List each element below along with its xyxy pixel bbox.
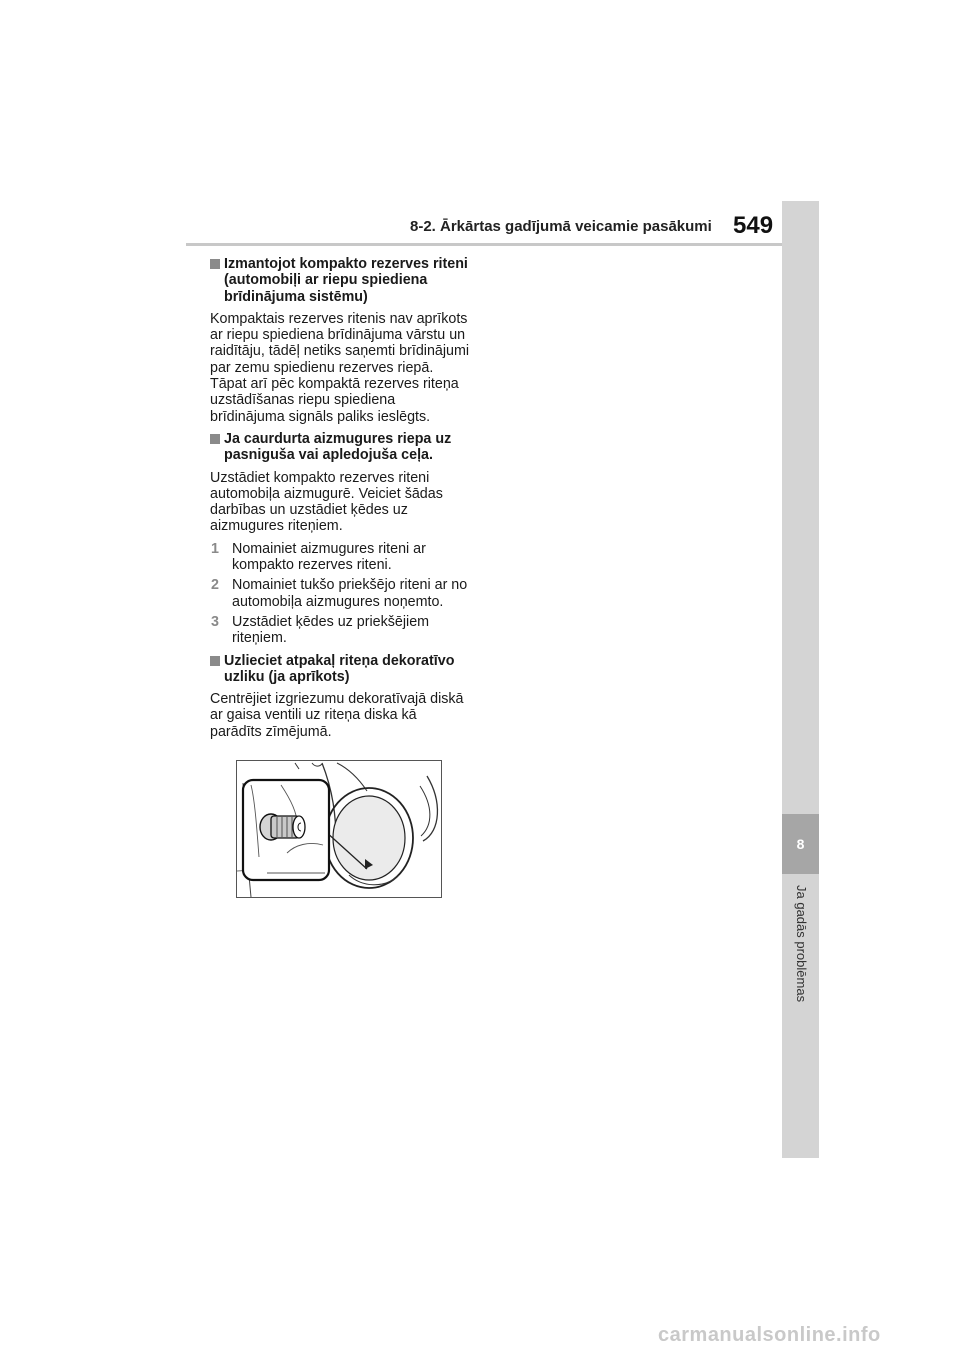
heading-bullet-icon [210,656,220,666]
section-heading [210,431,472,464]
wheel-cover-valve-illustration [236,760,442,898]
heading-bullet-icon [210,434,220,444]
section-compact-spare [210,256,472,425]
chapter-number-tab[interactable]: 8 [782,814,819,874]
heading-text: Uzlieciet atpakaļ riteņa dekoratīvo uzliku (ja aprīkots) [224,652,455,685]
section-heading [210,256,472,305]
step-number: 2 [211,577,219,594]
section-title: 8-2. Ārkārtas gadījumā veicamie pasākumi [410,218,712,235]
step-text: Uzstādiet ķēdes uz priekšējiem riteņiem. [232,613,430,647]
wheel-cover-drawing [237,761,442,898]
step-item [210,614,472,647]
watermark: carmanualsonline.info [658,1324,881,1346]
main-content [210,256,472,746]
step-item [210,577,472,610]
step-number: 3 [211,613,219,630]
body-paragraph: Kompaktais rezerves ritenis nav aprīkots ar riepu spiediena brīdinājuma vārstu un raidītāju, tādēļ netiks saņemti brīdinājumi par zemu spiedienu rezerves riepā. Tāpat arī pēc kompaktā rezerves riteņa uzstādīšanas riepu spiediena brīdinājuma signāls paliks ieslēgts. [210,310,470,425]
body-paragraph: Uzstādiet kompakto rezerves riteni automobiļa aizmugurē. Veiciet šādas darbības un uzstādiet ķēdes uz aizmugures riteņiem. [210,469,443,535]
step-text: Nomainiet aizmugures riteni ar kompakto rezerves riteni. [232,540,426,574]
heading-text: Izmantojot kompakto rezerves riteni (automobiļi ar riepu spiediena brīdinājuma sistēmu) [224,256,468,305]
header-divider [186,243,782,246]
chapter-label: Ja gadās problēmas [794,885,809,1003]
heading-bullet-icon [210,259,220,269]
section-heading [210,653,472,686]
body-paragraph: Centrējiet izgriezumu dekoratīvajā diskā ar gaisa ventili uz riteņa diska kā parādīts zīmējumā. [210,691,464,740]
section-wheel-cover [210,653,472,740]
heading-text: Ja caurdurta aizmugures riepa uz pasniguša vai apledojuša ceļa. [224,430,452,464]
step-item [210,541,472,574]
page-number: 549 [733,212,774,239]
step-text: Nomainiet tukšo priekšējo riteni ar no automobiļa aizmugures noņemto. [232,577,468,610]
section-punctured-rear-tire [210,431,472,647]
step-number: 1 [211,540,219,557]
